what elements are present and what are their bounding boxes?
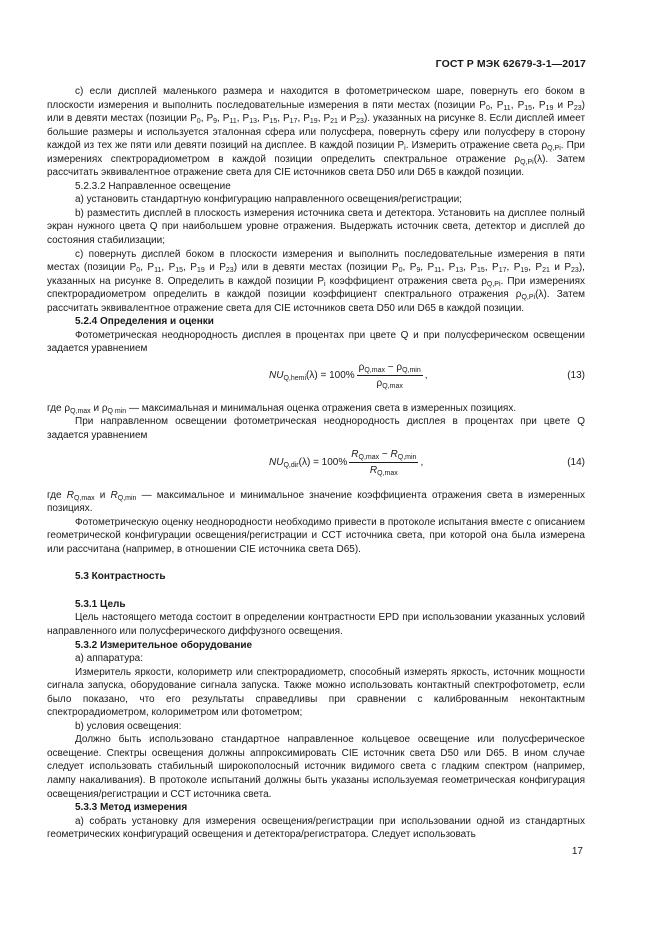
paragraph-a-dir: a) установить стандартную конфигурацию направленного освещения/регистрации; [75, 194, 462, 206]
paragraph-illumination: Должно быть использовано стандартное направленное кольцевое освещение или полусферическое освещение. Спектры освещения должны аппроксимировать CIE источник света D50 или D65. В ином случае следует использовать стабильный широкополосный источник видимого света с гладким спектром (например, лампу накаливания). В протоколе испытаний должны быть указаны используемая геометрическая конфигурация освещения/регистрации и CCT источника света. [47, 734, 585, 800]
page-body [47, 85, 585, 842]
paragraph-dir-eq: При направленном освещении фотометрическая неоднородность дисплея в процентах при цвете Q задается уравнением [47, 416, 585, 442]
equation-13: $NU_{Q,hemi}(\lambda) = 100\%$ $\frac{\rho_{Q,max} - \rho_{Q,min}}{\rho_{Q,max}}$ , (13) [269, 362, 585, 391]
paragraph-b-dir: b) разместить дисплей в плоскость измерения источника света и детектора. Установить на дисплее полный экран нужного цвета Q при наибольшем уровне отражения. Выдержать источник света, детектор и дисплей до состояния стабилизации; [47, 207, 585, 247]
equation-14: $NU_{Q,dir}(\lambda) = 100\%$ $\frac{R_{Q,max} - R_{Q,min}}{R_{Q,max}}$ , (14) [269, 449, 585, 478]
where-13: где $\rho_{Q,max}$ и $\rho_{Q min}$ — максимальная и минимальная оценка отражения света в измеренных позициях. [47, 402, 517, 415]
where-14: где $R_{Q,max}$ и $R_{Q,min}$ — максимальное и минимальное значение коэффициента отражения света в измеренных позициях. [47, 489, 586, 515]
section-5-2-3-2: 5.2.3.2 Направленное освещение [75, 180, 231, 192]
paragraph-a-equip: a) аппаратура: [75, 653, 144, 665]
paragraph-report: Фотометрическую оценку неоднородности необходимо привести в протоколе испытания вместе с описанием геометрической конфигурации освещения/регистрации и CCT источника света, при которой она была измерена или рассчитана (например, в отношении CIE источника света D65). [47, 516, 585, 555]
section-5-2-4: 5.2.4 Определения и оценки [75, 316, 214, 328]
paragraph-c-dir: c) повернуть дисплей боком в плоскости измерения и выполнить последовательные измерения в пяти местах (позиции $P_0$, $P_{11}$, $P_{15}$, $P_{19}$ и $P_{23}$) или в девяти местах (позиции $P_0$, $P_9$, $P_{11}$, $P_{13}$, $P_{15}$, $P_{17}$, $P_{19}$, $P_{21}$ и $P_{23}$), указанных на рисунке 8. Определить в каждой позиции $P_i$ коэффициент отражения света $\rho_{Q,Pi}$. При измерениях спектрорадиометром определить в каждой позиции коэффициент спектрального отражения $\rho_{Q,Pi}(\lambda)$. Затем рассчитать эквивалентное отражение света для CIE источников света D50 или D65 в каждой позиции. [47, 248, 585, 314]
paragraph-a-method: a) собрать установку для измерения освещения/регистрации при использовании одной из стандартных геометрических конфигураций освещения и детектора/регистратора. Следует использовать [47, 815, 585, 841]
paragraph-b-illum: b) условия освещения: [75, 720, 182, 732]
section-5-3-3: 5.3.3 Метод измерения [75, 802, 188, 814]
page-number: 17 [571, 846, 583, 857]
section-5-3-2: 5.3.2 Измерительное оборудование [75, 639, 253, 651]
paragraph-instruments: Измеритель яркости, колориметр или спектрорадиометр, способный измерять яркость, источник мощности сигнала запуска, оборудование сигнала запуска. Также можно использовать контактный спектрофотометр, если было показано, что его результаты справедливы при сравнении с калиброванным неконтактным спектрорадиометром, колориметром или фотометром; [47, 666, 585, 719]
section-5-3-1: 5.3.1 Цель [75, 598, 126, 610]
paragraph-goal: Цель настоящего метода состоит в определении контрастности EPD при использовании указанных условий направленного или полусферического диффузного освещения. [47, 612, 585, 637]
paragraph-hemi-eq: Фотометрическая неоднородность дисплея в процентах при цвете Q и при полусферическом освещении задается уравнением [47, 329, 585, 355]
document-code-header: ГОСТ Р МЭК 62679-3-1—2017 [435, 58, 586, 70]
paragraph-c-hemi: c) если дисплей маленького размера и находится в фотометрическом шаре, повернуть его боком в плоскости измерения и выполнить последовательные измерения в пяти местах (позиции $P_0$, $P_{11}$, $P_{15}$, $P_{19}$ и $P_{23}$) или в девяти местах (позиции $P_0$, $P_9$, $P_{11}$, $P_{13}$, $P_{15}$, $P_{17}$, $P_{19}$, $P_{21}$ и $P_{23}$). указанных на рисунке 8. Если дисплей имеет большие размеры и используется эталонная сфера или полусфера, повернуть сферу или полусферу в сторону каждой из тех же пяти или девяти позиций на дисплее. В каждой позиции $P_i$. Измерить отражение света $\rho_{Q,Pi}$. При измерениях спектрорадиометром в каждой позиции определить спектральное отражение $\rho_{Q,Pi}(\lambda)$. Затем рассчитать эквивалентное отражение света для CIE источников света D50 или D65 в каждой позиции. [47, 86, 586, 179]
equation-14-number: (14) [567, 456, 585, 468]
equation-13-number: (13) [567, 369, 585, 381]
section-5-3: 5.3 Контрастность [75, 571, 166, 583]
